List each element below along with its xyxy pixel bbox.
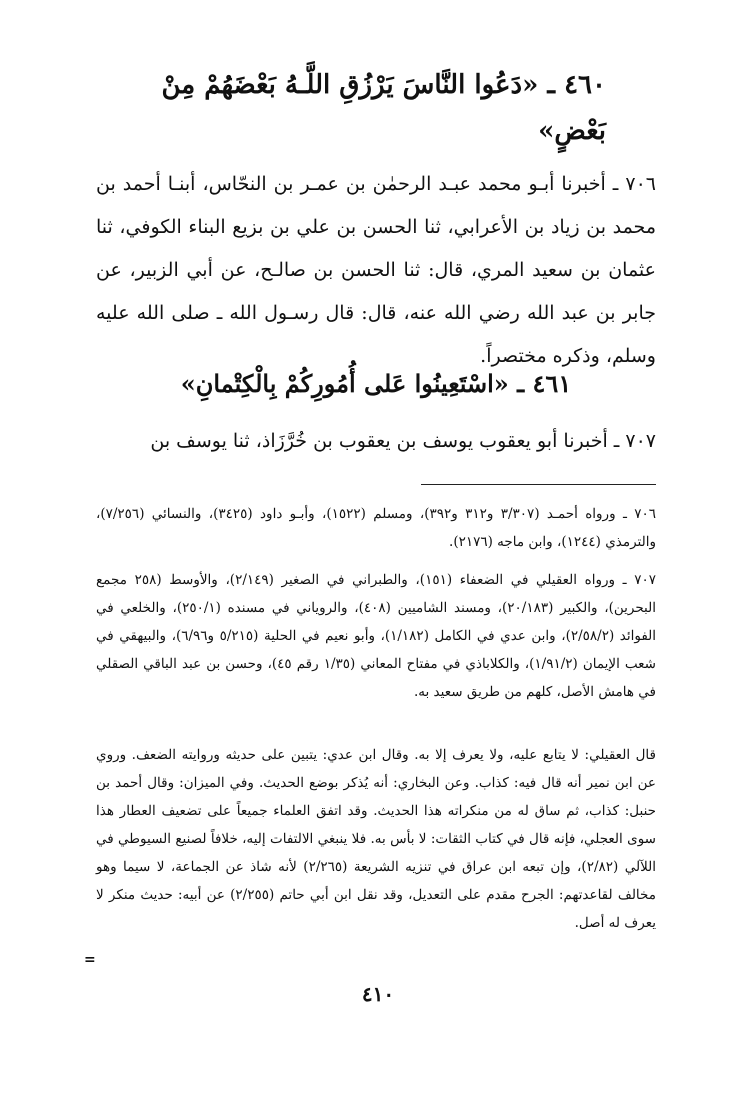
continuation-mark: = <box>84 952 96 968</box>
footnote-separator <box>421 484 656 485</box>
footnote-706: ٧٠٦ ـ ورواه أحمـد (٣/٣٠٧ و٣١٢ و٣٩٢)، ومسلم (١٥٢٢)، وأبـو داود (٣٤٢٥)، والنسائي (٧/٢٥٦)، والترمذي (١٢٤٤)، وابن ماجه (٢١٧٦). <box>96 506 657 550</box>
hadith-heading-461: ٤٦١ ـ «اسْتَعِينُوا عَلى أُمُورِكُمْ بِالْكِتْمانِ» <box>180 369 572 398</box>
page-number: ٤١٠ <box>361 982 395 1006</box>
footnote-comment: قال العقيلي: لا يتابع عليه، ولا يعرف إلا به. وقال ابن عدي: يتبين على حديثه وروايته الضعف. وروي عن ابن نمير أنه قال فيه: كذاب. وعن البخاري: أنه يُذكر بوضع الحديث. وفي الميزان: وقال أحمد بن حنبل: كذاب، ثم ساق له من منكراته هذا الحديث. وقد اتفق العلماء جميعاً على تضعيف العطار هذا سوى العجلي، فإنه قال في كتاب الثقات: لا بأس به. فلا ينبغي الالتفات إليه، خلافاً لصنيع السيوطي في اللآلي (٢/٨٢)، وإن تبعه ابن عراق في تنزيه الشريعة (٢/٢٦٥) لأنه شاذ عن الجماعة، لا سيما وهو مخالف لقاعدتهم: الجرح مقدم على التعديل، وقد نقل ابن أبي حاتم (٢/٢٥٥) عن أبيه: حديث منكر لا يعرف له أصل. <box>96 747 656 931</box>
hadith-text-707: ٧٠٧ ـ أخبرنا أبو يعقوب يوسف بن يعقوب بن خُرَّزَاذ، ثنا يوسف بن <box>150 430 656 452</box>
hadith-text-706: ٧٠٦ ـ أخبرنا أبـو محمد عبـد الرحمٰن بن عمـر بن النحّاس، أبنـا أحمد بن محمد بن زياد بن الأعرابي، ثنا الحسن بن علي بن بزيع البناء الكوفي، ثنا عثمان بن سعيد المري، قال: ثنا الحسن بن صالـح، عن أبي الزبير، عن جابر بن عبد الله رضي الله عنه، قال: قال رسـول الله ـ صلى الله عليه وسلم، وذكره مختصراً. <box>96 173 656 367</box>
footnote-707: ٧٠٧ ـ ورواه العقيلي في الضعفاء (١٥١)، والطبراني في الصغير (٢/١٤٩)، والأوسط (٢٥٨ مجمع البحرين)، والكبير (٢٠/١٨٣)، ومسند الشاميين (٤٠٨)، والروياني في مسنده (٢٥٠/١)، والخلعي في الفوائد (٢/٥٨/٢)، وابن عدي في الكامل (١/١٨٢)، وأبو نعيم في الحلية (٥/٢١٥ و٦/٩٦)، والبيهقي في شعب الإيمان (١/٩١/٢)، والكلاباذي في مفتاح المعاني (١/٣٥ رقم ٤٥)، وحسن بن عبد الباقي الصقلي في هامش الأصل، كلهم من طريق سعيد به. <box>96 572 657 700</box>
hadith-heading-460: ٤٦٠ ـ «دَعُوا النَّاسَ يَرْزُقِ اللَّـهُ بَعْضَهُمْ مِنْ بَعْضٍ» <box>161 70 606 146</box>
